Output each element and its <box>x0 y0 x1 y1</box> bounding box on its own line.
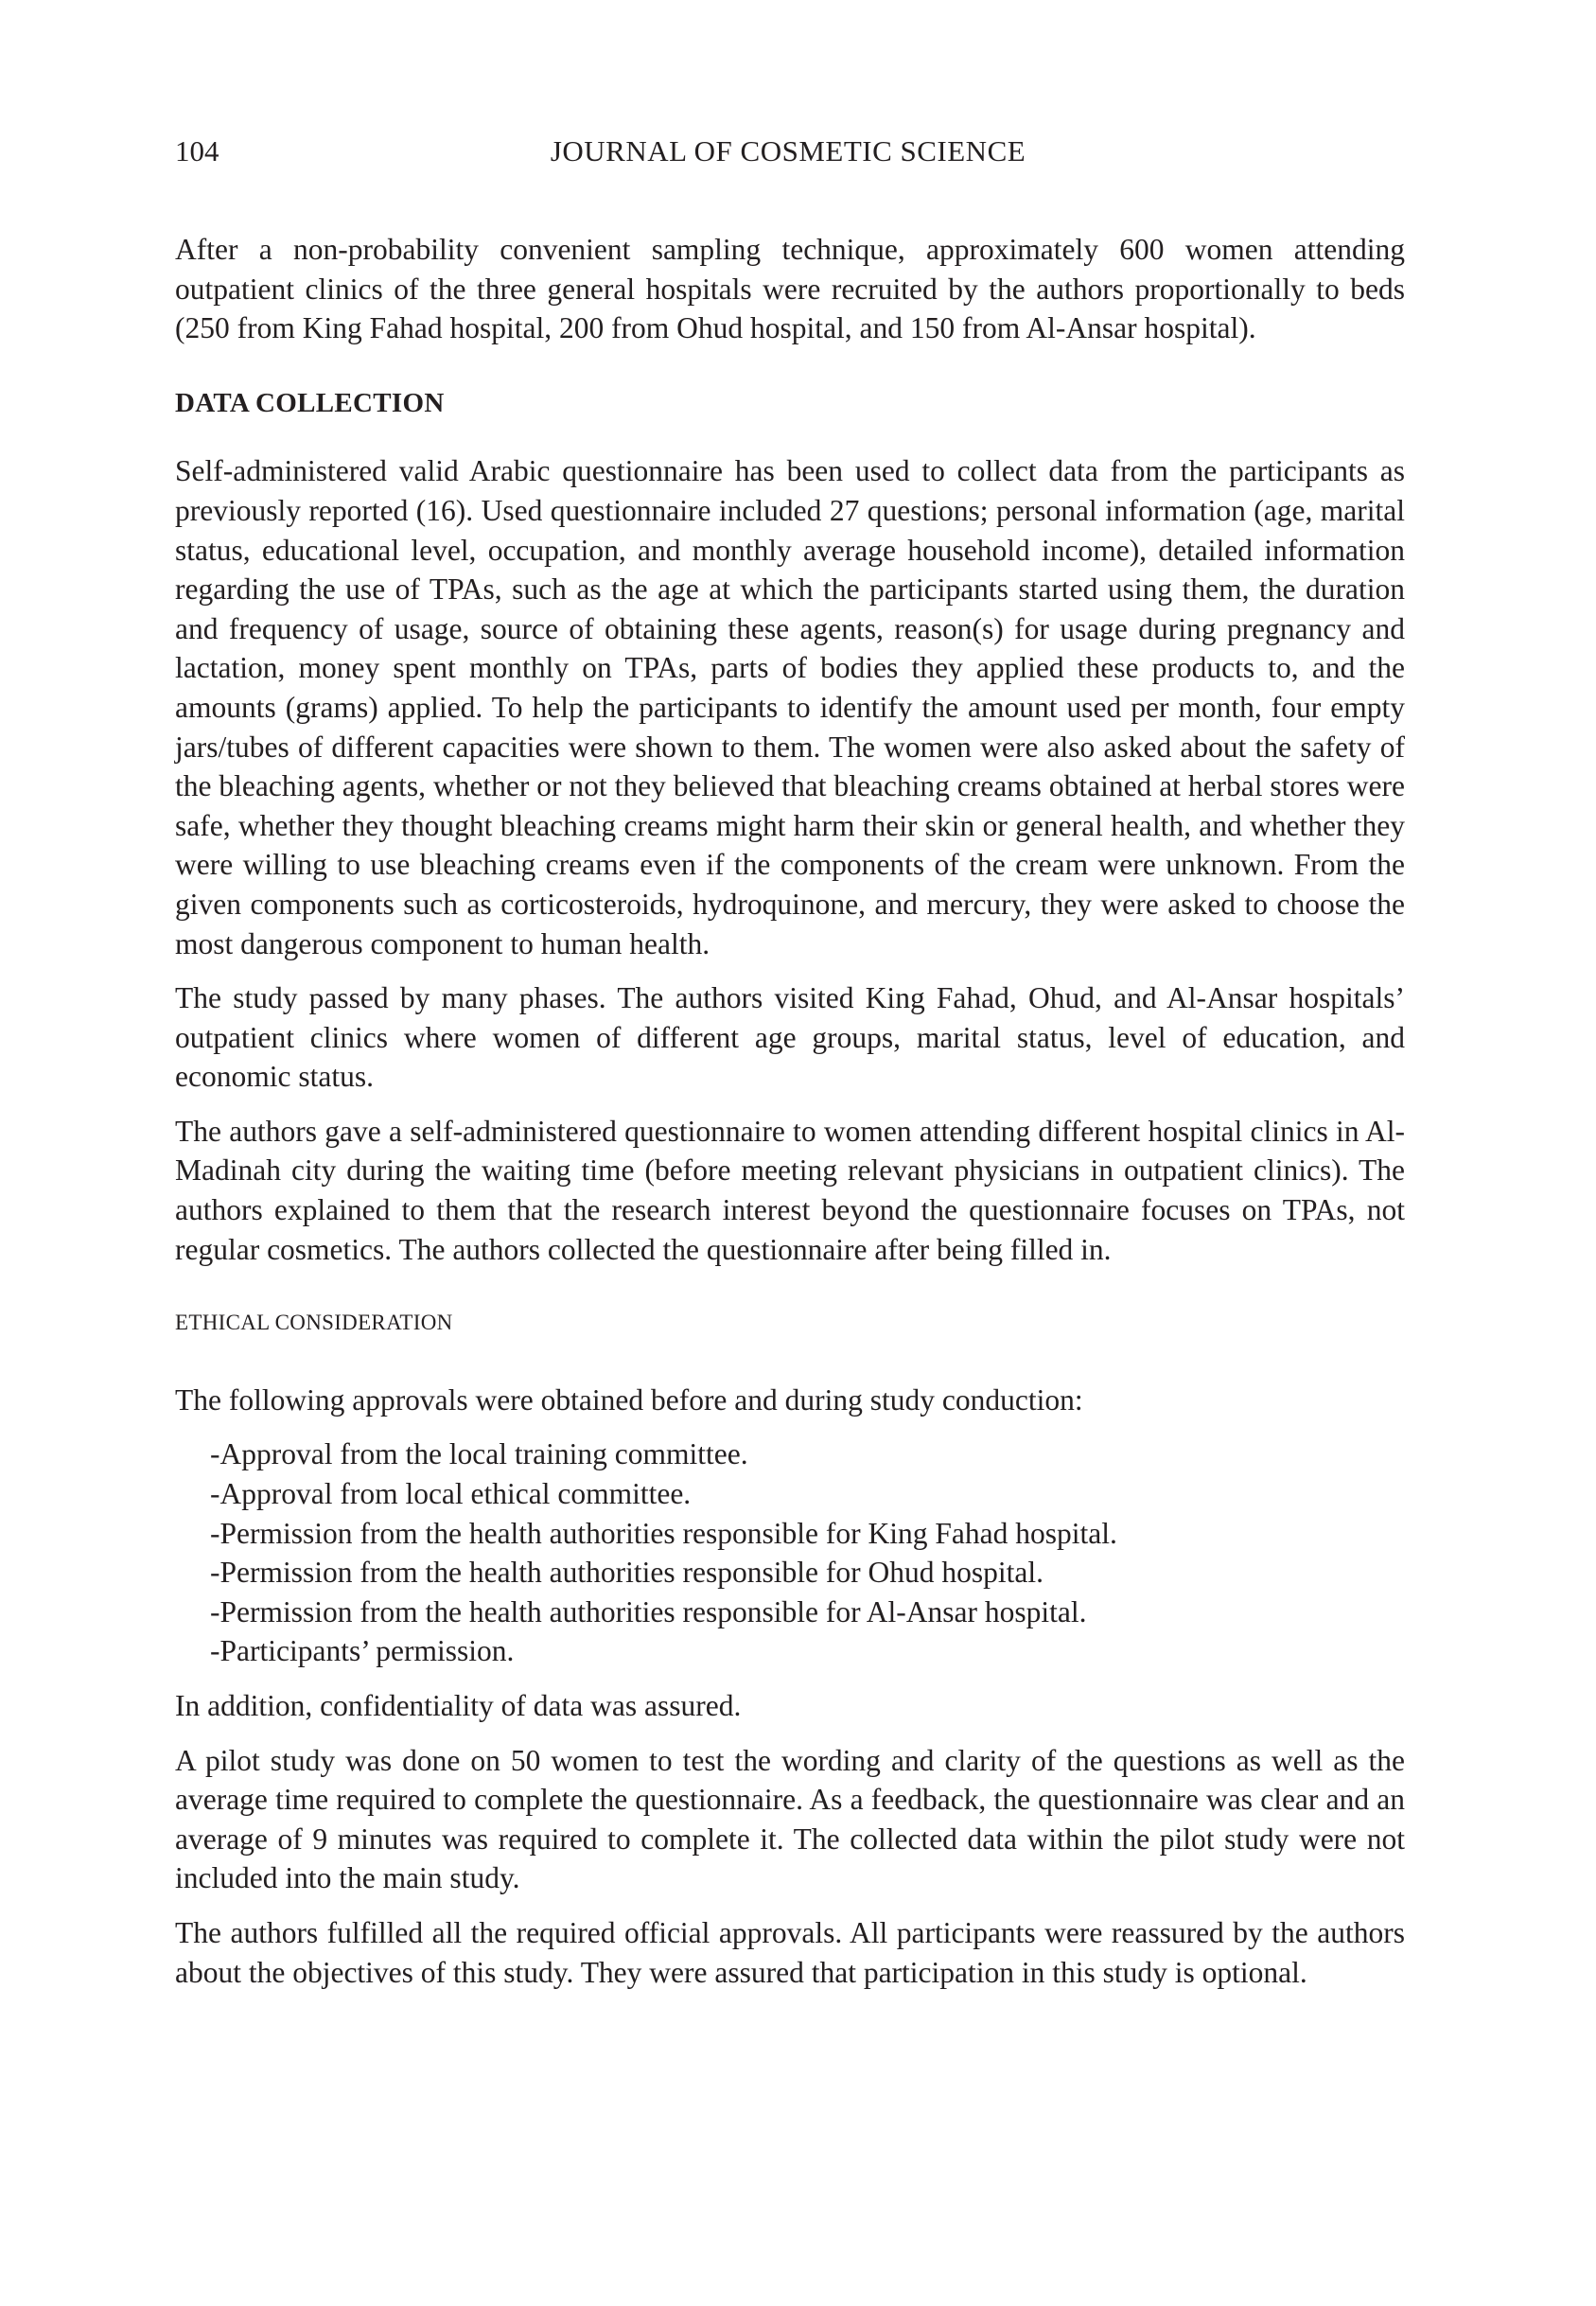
section-heading-data-collection: DATA COLLECTION <box>175 387 445 418</box>
data-collection-paragraph: Self-administered valid Arabic questionnaire has been used to collect data from the participants as previously reported (16). Used questionnaire included 27 questions; personal information (age, marital status, educational level, occupation, and monthly average household income), detailed information regarding the use of TPAs, such as the age at which the participants started using them, the duration and frequency of usage, source of obtaining these agents, reason(s) for usage during pregnancy and lactation, money spent monthly on TPAs, parts of bodies they applied these products to, and the amounts (grams) applied. To help the participants to identify the amount used per month, four empty jars/tubes of different capacities were shown to them. The women were also asked about the safety of the bleaching agents, whether or not they believed that bleaching creams obtained at herbal stores were safe, whether they thought bleaching creams might harm their skin or general health, and whether they were willing to use bleaching creams even if the components of the cream were unknown. From the given components such as corticosteroids, hydroquinone, and mercury, they were asked to choose the most dangerous component to human health. <box>175 454 1405 960</box>
journal-title: JOURNAL OF COSMETIC SCIENCE <box>550 134 1026 167</box>
approvals-list <box>175 1435 1405 1671</box>
list-item: -Participants’ permission. <box>210 1634 515 1668</box>
list-item: -Approval from local ethical committee. <box>210 1477 692 1511</box>
running-head <box>175 131 1405 172</box>
list-item: -Permission from the health authorities responsible for Ohud hospital. <box>210 1556 1044 1590</box>
subsection-heading-ethical-consideration: ETHICAL CONSIDERATION <box>175 1311 453 1335</box>
ethical-paragraph: The authors fulfilled all the required official approvals. All participants were reassured by the authors about the objectives of this study. They were assured that participation in this study is optional. <box>175 1915 1405 1989</box>
ethical-paragraph: In addition, confidentiality of data was assured. <box>175 1689 742 1722</box>
data-collection-paragraph: The study passed by many phases. The authors visited King Fahad, Ohud, and Al-Ansar hospitals’ outpatient clinics where women of different age groups, marital status, level of education, and economic status. <box>175 981 1405 1094</box>
data-collection-paragraph: The authors gave a self-administered questionnaire to women attending different hospital clinics in Al-Madinah city during the waiting time (before meeting relevant physicians in outpatient clinics). The authors explained to them that the research interest beyond the questionnaire focuses on TPAs, not regular cosmetics. The authors collected the questionnaire after being filled in. <box>175 1114 1405 1266</box>
intro-paragraph: After a non-probability convenient sampling technique, approximately 600 women attending outpatient clinics of the three general hospitals were recruited by the authors proportionally to beds (250 from King Fahad hospital, 200 from Ohud hospital, and 150 from Al-Ansar hospital). <box>175 233 1405 345</box>
page-number: 104 <box>175 134 219 167</box>
list-item: -Permission from the health authorities responsible for Al-Ansar hospital. <box>210 1594 1087 1628</box>
list-item: -Approval from the local training committee. <box>210 1437 748 1471</box>
ethical-intro-paragraph: The following approvals were obtained before and during study conduction: <box>175 1382 1083 1417</box>
ethical-paragraph: A pilot study was done on 50 women to test the wording and clarity of the questions as well as the average time required to complete the questionnaire. As a feedback, the questionnaire was clear and an average of 9 minutes was required to complete it. The collected data within the pilot study were not included into the main study. <box>175 1743 1405 1895</box>
article-body <box>175 230 1405 2007</box>
list-item: -Permission from the health authorities responsible for King Fahad hospital. <box>210 1516 1117 1550</box>
